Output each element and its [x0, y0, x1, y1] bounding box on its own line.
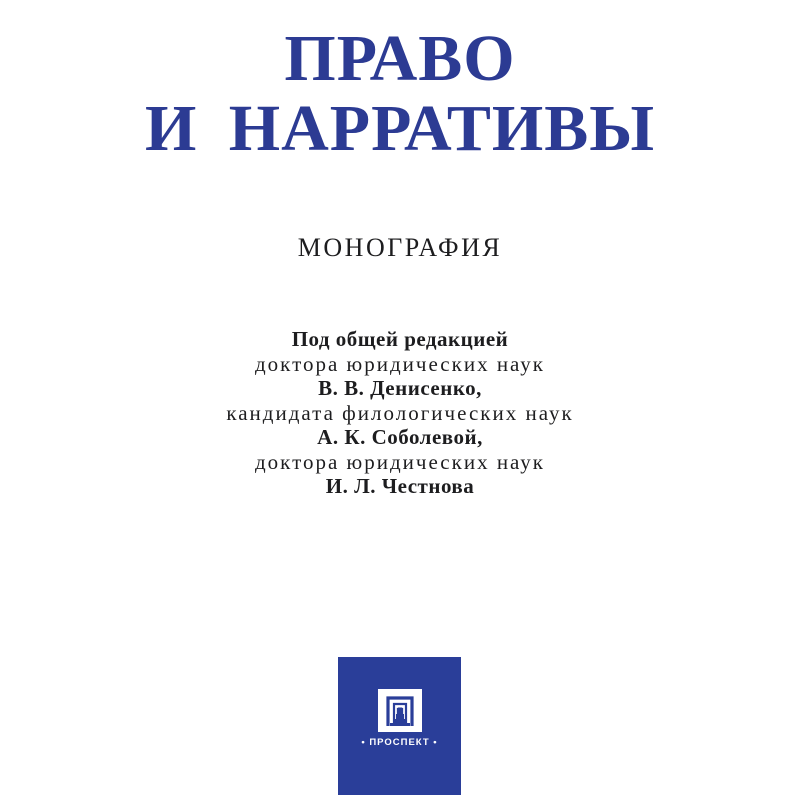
publisher-logo [338, 657, 461, 795]
subtitle-monograph: МОНОГРАФИЯ [297, 233, 503, 262]
editor-name-line: И. Л. Честнова [325, 474, 475, 498]
title-line-2: И НАРРАТИВЫ [144, 92, 656, 165]
editor-credential-line: доктора юридических наук [254, 449, 546, 474]
editors-block [0, 327, 800, 499]
editor-name-line: А. К. Соболевой, [317, 425, 483, 449]
editor-credential-line: кандидата филологических наук [226, 400, 574, 425]
book-title [0, 24, 800, 164]
publisher-name: • ПРОСПЕКТ • [361, 737, 438, 748]
prospekt-gate-icon [378, 689, 422, 732]
editor-credential-line: доктора юридических наук [254, 351, 546, 376]
editor-name-line: В. В. Денисенко, [318, 376, 482, 400]
title-line-1: ПРАВО [284, 22, 516, 95]
editors-heading: Под общей редакцией [291, 327, 509, 351]
